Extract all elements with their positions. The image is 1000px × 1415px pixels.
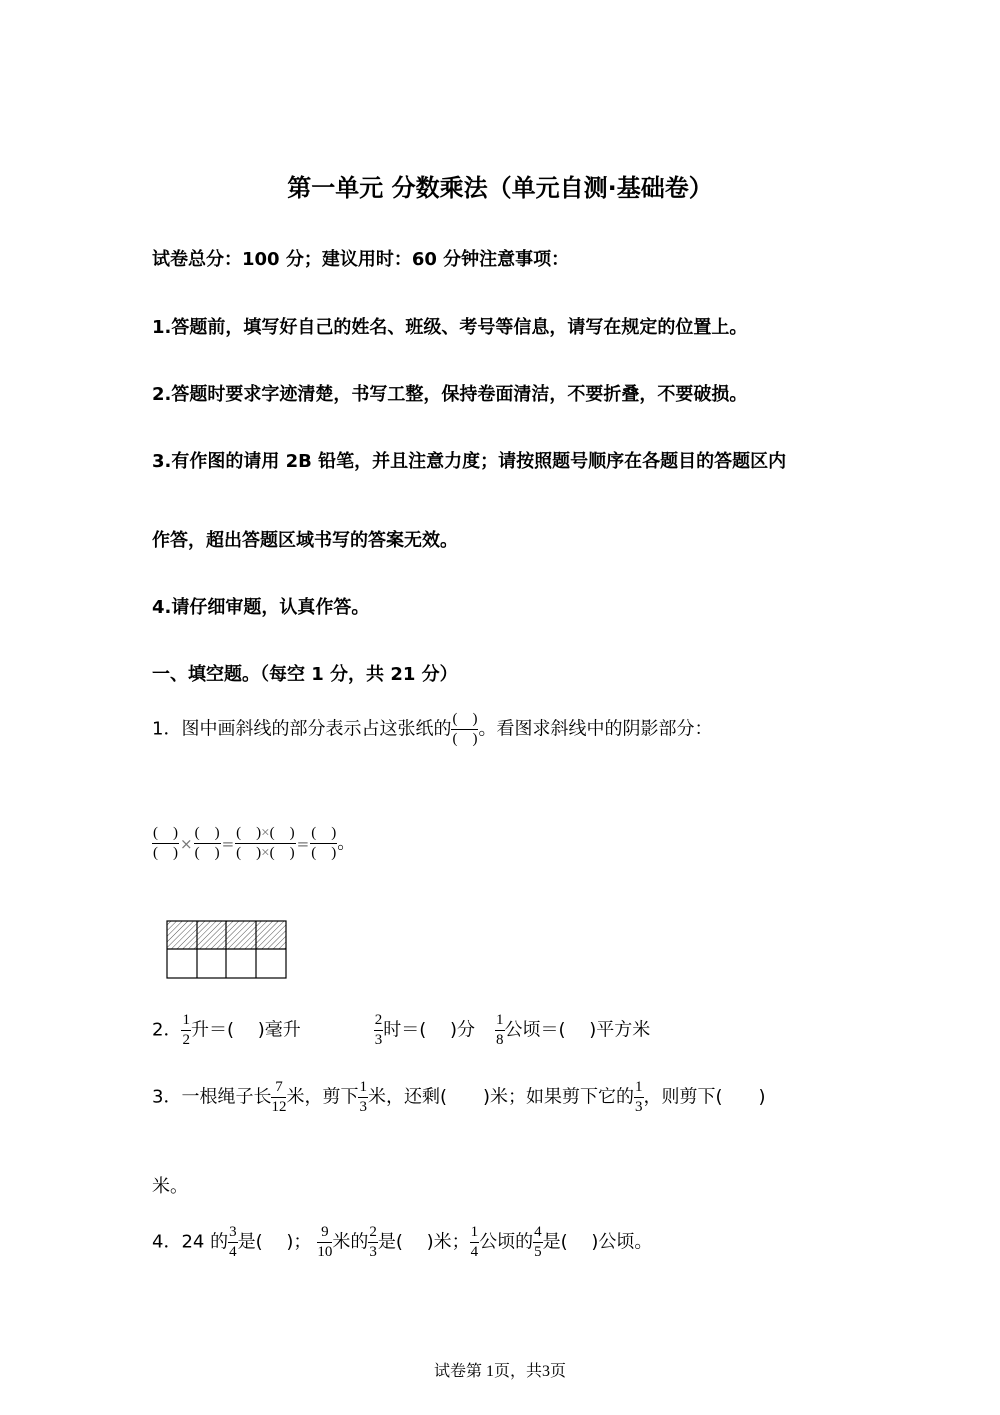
section-heading: 一、填空题。（每空 1 分，共 21 分） — [152, 664, 458, 685]
q4-text-2: 是( )； — [237, 1231, 312, 1253]
q2-part-1: 升＝( )毫升 — [190, 1019, 301, 1041]
eq-fraction-a: $\frac{( )}{( )}$ — [153, 825, 178, 861]
q3-text-2: 米，剪下 — [286, 1086, 359, 1108]
eq-fraction-result: $\frac{( )}{( )}$ — [311, 825, 337, 861]
note-3-continued: 作答，超出答题区域书写的答案无效。 — [152, 530, 458, 551]
question-2 — [152, 1013, 650, 1048]
q2-fraction-3: $\frac{1}{8}$ — [496, 1012, 504, 1048]
q1-answer-fraction: $\frac{( )}{( )}$ — [452, 711, 478, 747]
q4-fraction-5: $\frac{4}{5}$ — [534, 1224, 542, 1260]
q4-text-3: 米的 — [332, 1231, 369, 1253]
q3-fraction-3: $\frac{1}{3}$ — [635, 1079, 643, 1115]
q2-part-2: 时＝( )分 — [383, 1019, 476, 1041]
q1-prefix: 1．图中画斜线的部分表示占这张纸的 — [152, 718, 452, 740]
q4-text-5: 公顷的 — [479, 1231, 534, 1253]
q2-fraction-1: $\frac{1}{2}$ — [182, 1012, 190, 1048]
note-4: 4.请仔细审题，认真作答。 — [152, 597, 370, 618]
eq-end: 。 — [337, 832, 356, 854]
note-3: 3.有作图的请用 2B 铅笔，并且注意力度；请按照题号顺序在各题目的答题区内 — [152, 451, 787, 472]
exam-info: 试卷总分：100 分；建议用时：60 分钟注意事项： — [152, 249, 570, 270]
q2-fraction-2: $\frac{2}{3}$ — [374, 1012, 383, 1048]
q4-text-4: 是( )米； — [377, 1231, 470, 1253]
question-1 — [152, 712, 712, 747]
q4-fraction-3: $\frac{2}{3}$ — [369, 1224, 377, 1260]
shaded-grid-figure — [166, 920, 288, 980]
q3-text-3: 米，还剩( )米；如果剪下它的 — [367, 1086, 634, 1108]
q2-part-3: 公顷＝( )平方米 — [504, 1019, 651, 1041]
page-footer: 试卷第 1页，共3页 — [433, 1363, 566, 1380]
eq-fraction-b: $\frac{( )}{( )}$ — [194, 825, 220, 861]
q4-text-1: 4．24 的 — [152, 1231, 229, 1253]
page-title: 第一单元 分数乘法（单元自测·基础卷） — [287, 174, 713, 202]
question-3 — [152, 1080, 766, 1115]
q4-fraction-2: $\frac{9}{10}$ — [317, 1224, 333, 1260]
q4-fraction-4: $\frac{1}{4}$ — [470, 1224, 479, 1260]
q3-fraction-2: $\frac{1}{3}$ — [359, 1079, 367, 1115]
equals-sign: = — [296, 834, 310, 853]
q3-fraction-1: $\frac{7}{12}$ — [271, 1079, 287, 1115]
equals-sign: = — [221, 834, 235, 853]
q1-suffix: 。看图求斜线中的阴影部分： — [478, 718, 713, 740]
eq-fraction-product: $\frac{( )\times( )}{( )\times( )}$ — [236, 825, 295, 861]
note-1: 1.答题前，填写好自己的姓名、班级、考号等信息，请写在规定的位置上。 — [152, 317, 748, 338]
q3-line-2: 米。 — [152, 1176, 188, 1197]
q4-text-6: 是( )公顷。 — [542, 1231, 653, 1253]
q2-number: 2． — [152, 1019, 182, 1041]
q1-equation — [152, 826, 355, 861]
times-sign: × — [180, 834, 193, 853]
note-2: 2.答题时要求字迹清楚，书写工整，保持卷面清洁，不要折叠，不要破损。 — [152, 384, 748, 405]
question-4 — [152, 1225, 652, 1260]
q4-fraction-1: $\frac{3}{4}$ — [229, 1224, 237, 1260]
q3-text-1: 3．一根绳子长 — [152, 1086, 272, 1108]
q3-text-4: ，则剪下( ) — [643, 1086, 766, 1108]
